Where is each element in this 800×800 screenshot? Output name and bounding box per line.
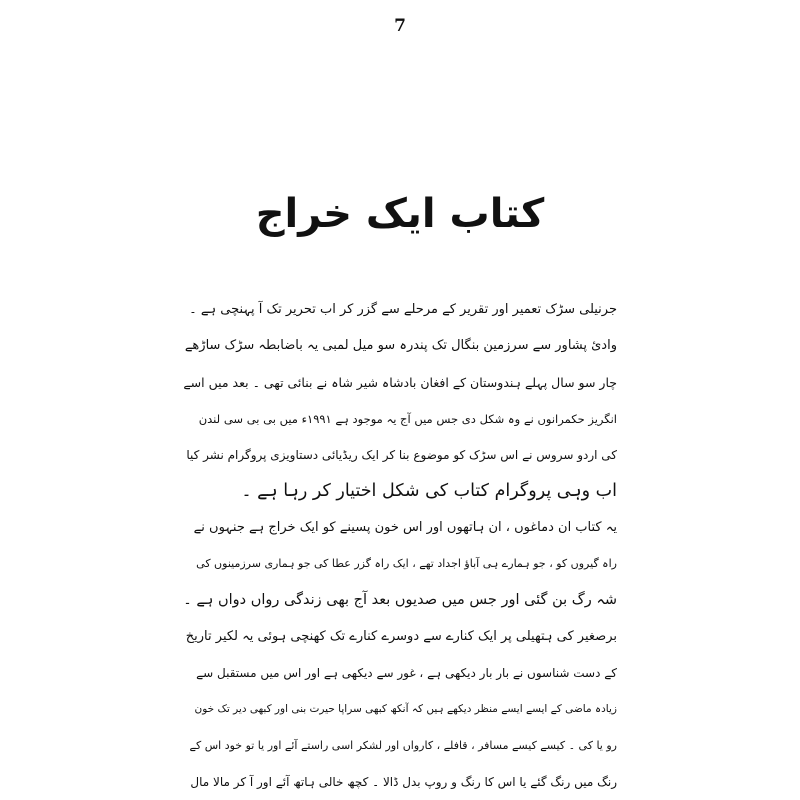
text-line: چار سو سال پہلے ہندوستان کے افغان بادشاہ شیر شاہ نے بنائی تھی ۔ بعد میں اسے [183,374,617,390]
text-line: رنگ میں رنگ گئے یا اس کا رنگ و روپ بدل ڈالا ۔ کچھ خالی ہاتھ آئے اور آ کر مالا مال [190,774,617,789]
page-number: 7 [394,16,406,36]
text-line: برصغیر کی ہتھیلی پر ایک کنارے سے دوسرے کنارے تک کھنچی ہوئی یہ لکیر تاریخ [185,628,617,644]
text-line: زیادہ ماضی کے ایسے ایسے منظر دیکھے ہیں کہ آنکھ کبھی سراپا حیرت بنی اور کبھی دیر تک خون [194,703,617,716]
text-line: اب وہی پروگرام کتاب کی شکل اختیار کر رہا ہے ۔ [241,481,617,502]
text-line: راہ گیروں کو ، جو ہمارے ہی آباؤ اجداد تھے ، ایک راہ گزر عطا کی جو ہماری سرزمینوں کی [196,557,617,571]
text-line: رو یا کی ۔ کیسے کیسے مسافر ، قافلے ، کارواں اور لشکر اسی راستے آئے اور یا تو خود اس کے [189,738,617,752]
text-line: وادیٔ پشاور سے سرزمین بنگال تک پندرہ سو میل لمبی یہ باضابطہ سڑک ساڑھے [184,338,617,354]
text-line: یہ کتاب ان دماغوں ، ان ہاتھوں اور اس خون پسینے کو ایک خراج ہے جنہوں نے [193,519,617,535]
text-line: کی اردو سروس نے اس سڑک کو موضوع بنا کر ایک ریڈیائی دستاویزی پروگرام نشر کیا [186,448,617,463]
text-line: انگریز حکمرانوں نے وہ شکل دی جس میں آج یہ موجود ہے ۱۹۹۱ء میں بی بی سی لندن [198,411,617,426]
body-text [183,292,617,800]
chapter-title: کتاب ایک خراج [255,191,545,237]
text-line: جرنیلی سڑک تعمیر اور تقریر کے مرحلے سے گزر کر اب تحریر تک آ پہنچی ہے ۔ [189,302,617,317]
text-line: شہ رگ بن گئی اور جس میں صدیوں بعد آج بھی زندگی رواں دواں ہے ۔ [183,592,617,609]
text-line: کے دست شناسوں نے بار بار دیکھی ہے ، غور سے دیکھی ہے اور اس میں مستقبل سے [196,665,617,680]
